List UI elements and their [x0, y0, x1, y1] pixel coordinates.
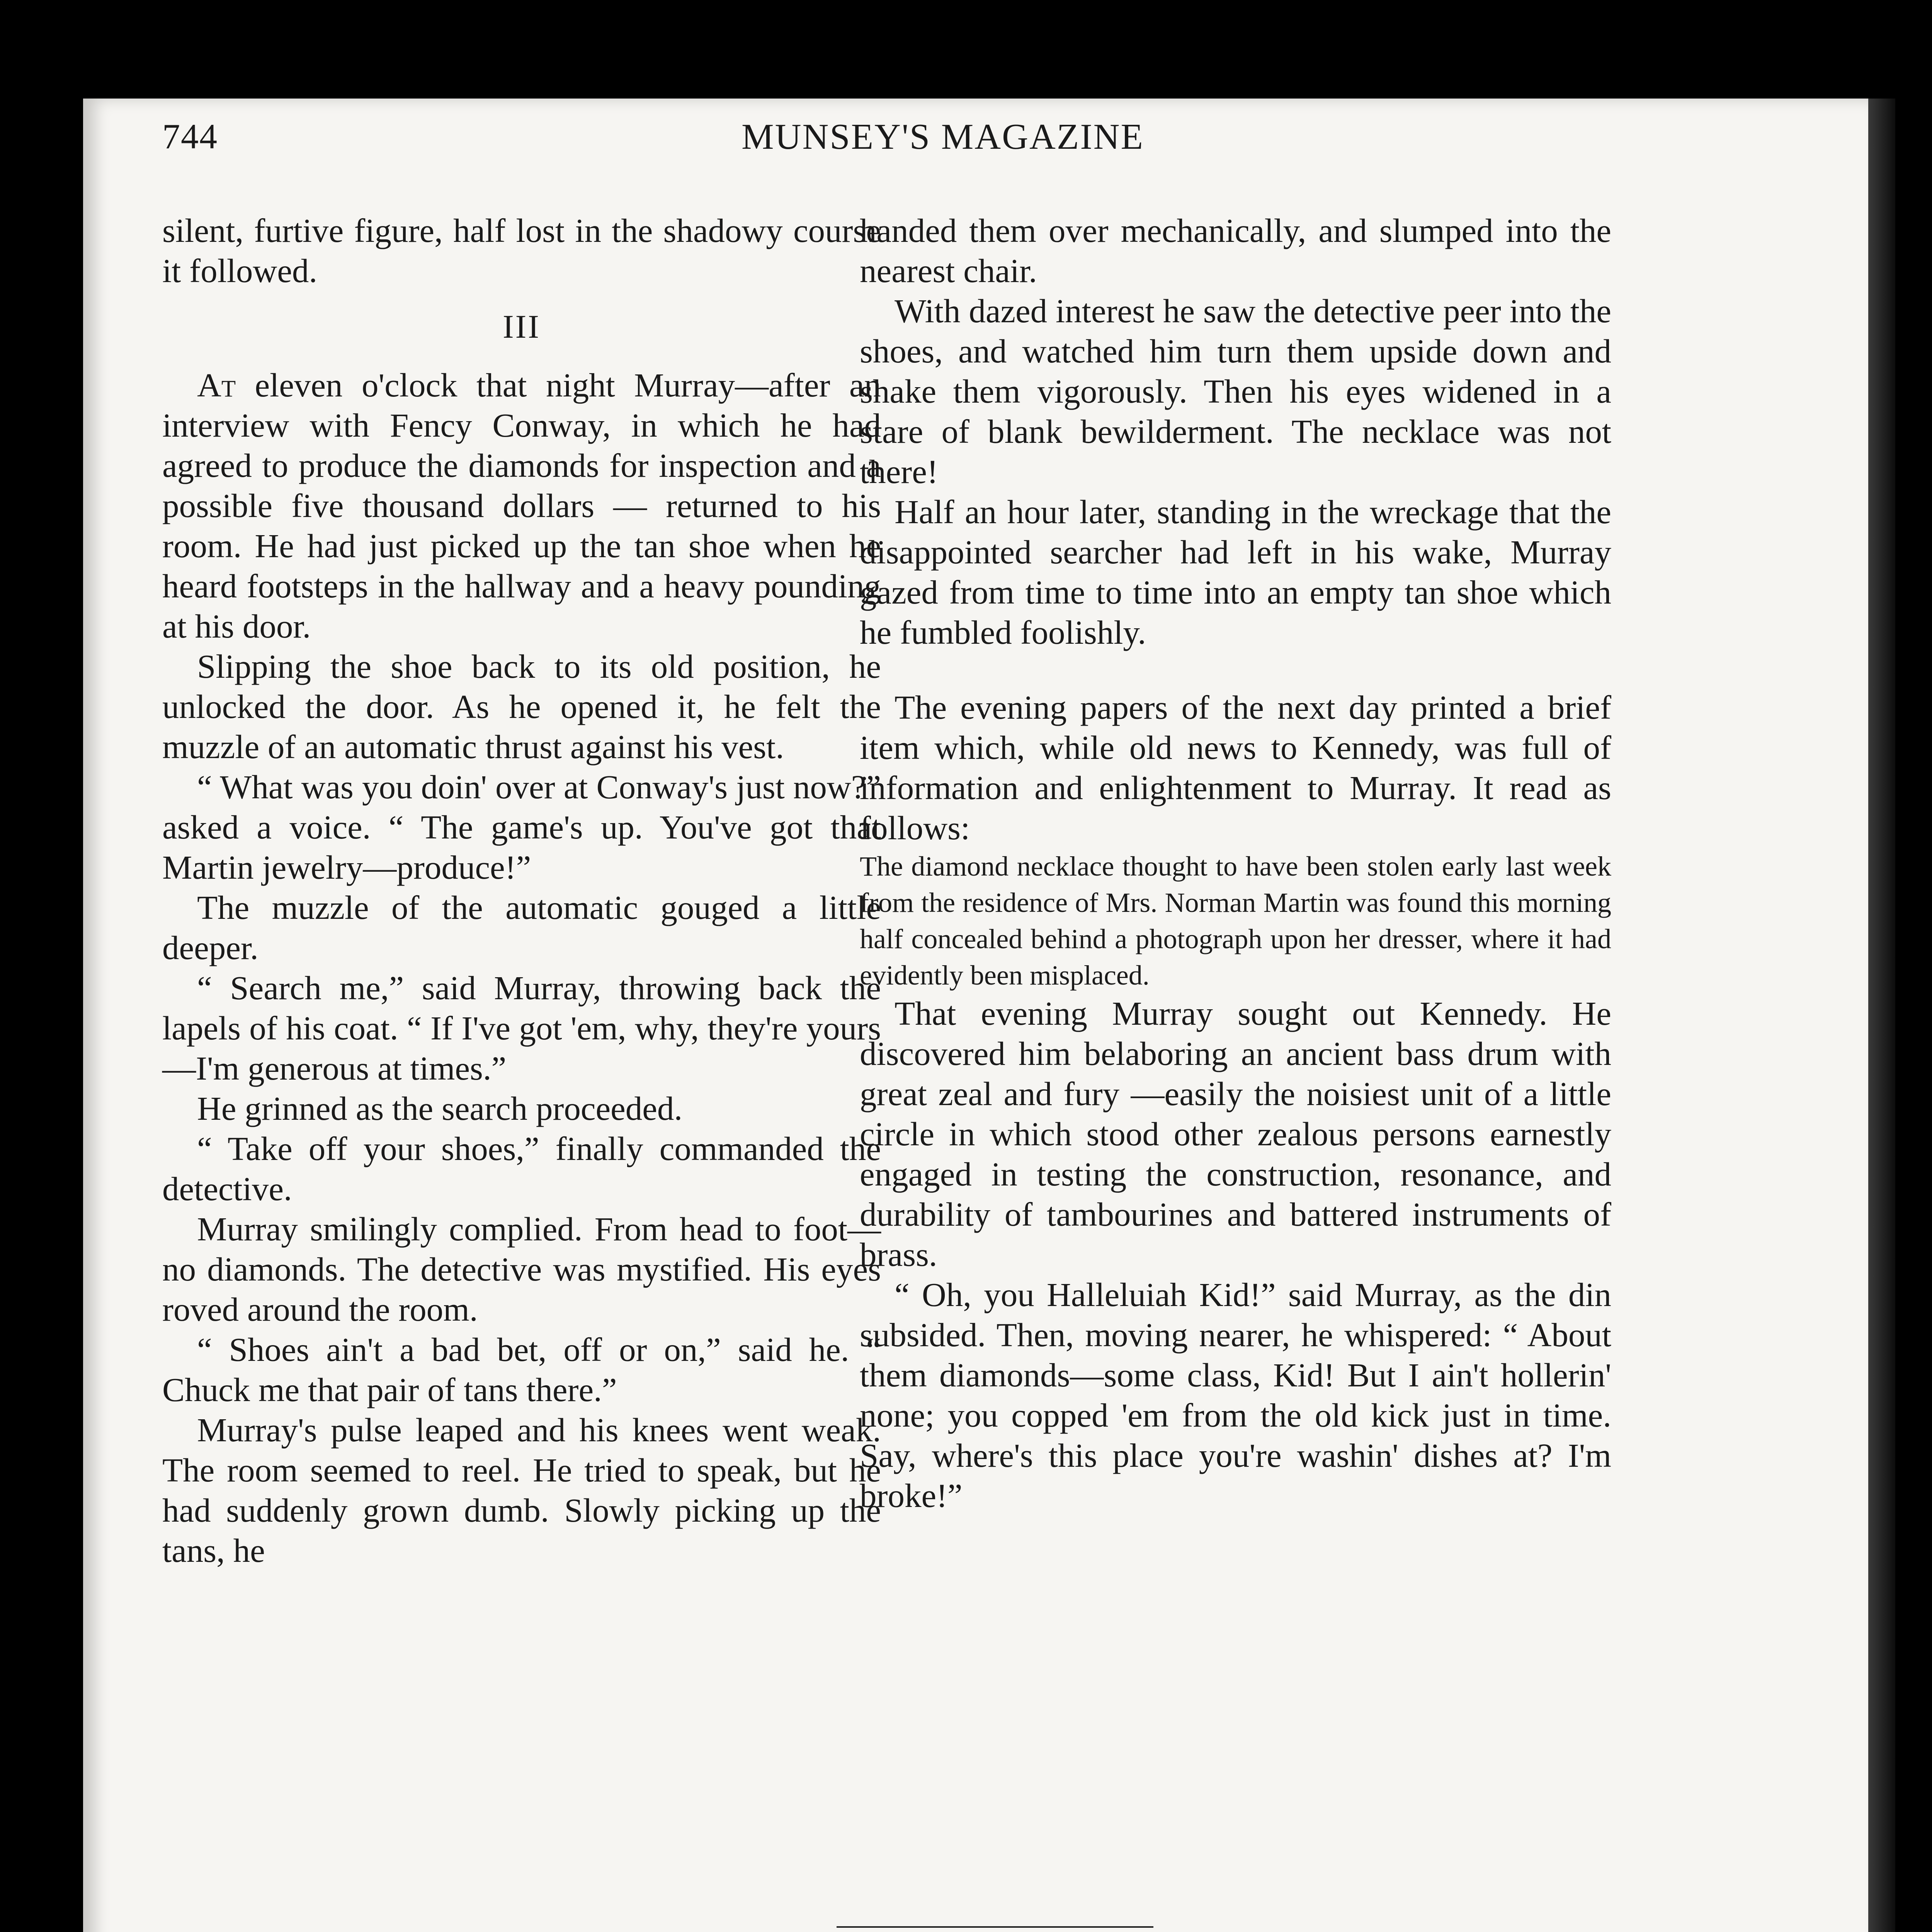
left-column: [162, 211, 881, 1571]
paragraph: Murray's pulse leaped and his knees went weak. The room seemed to reel. He tried to speak, but he had suddenly grown dumb. Slowly picking up the tans, he: [162, 1411, 881, 1569]
paragraph: “ Search me,” said Murray, throwing back the lapels of his coat. “ If I've got 'em, why, they're yours—I'm generous at times.”: [162, 969, 881, 1087]
paragraph: “ What was you doin' over at Conway's just now?” asked a voice. “ The game's up. You've got that Martin jewelry—produce!”: [162, 768, 881, 886]
drop-lead-word: At: [197, 366, 236, 404]
paragraph: Murray smilingly complied. From head to foot—no diamonds. The detective was mystified. His eyes roved around the room.: [162, 1210, 881, 1328]
paragraph: handed them over mechanically, and slumped into the nearest chair.: [860, 212, 1611, 289]
spacer: [860, 653, 1611, 687]
paragraph: Half an hour later, standing in the wreckage that the disappointed searcher had left in his wake, Murray gazed from time to time into an empty tan shoe which he fumbled foolishly.: [860, 493, 1611, 651]
paragraph: “ Shoes ain't a bad bet, off or on,” said he. “ Chuck me that pair of tans there.”: [162, 1331, 881, 1408]
paragraph: Slipping the shoe back to its old position, he unlocked the door. As he opened it, he felt the muzzle of an automatic thrust against his vest.: [162, 648, 881, 765]
right-column: [860, 211, 1611, 1516]
newspaper-quote: The diamond necklace thought to have been stolen early last week from the residence of Mrs. Norman Martin was found this morning half concealed behind a photograph upon her dresser, where it had evidently been misplaced.: [860, 851, 1611, 991]
paragraph: “ Oh, you Halleluiah Kid!” said Murray, as the din subsided. Then, moving nearer, he whispered: “ About them diamonds—some class, Kid! But I ain't hollerin' none; you copped 'em from the old kick just in time. Say, where's this place you're washin' dishes at? I'm broke!”: [860, 1276, 1611, 1514]
paragraph: silent, furtive figure, half lost in the shadowy course it followed.: [162, 212, 881, 289]
paragraph: That evening Murray sought out Kennedy. He discovered him belaboring an ancient bass drum with great zeal and fury —easily the noisiest unit of a little circle in which stood other zealous persons earnestly engaged in testing the construction, resonance, and durability of tambourines and battered instruments of brass.: [860, 995, 1611, 1273]
paragraph: At eleven o'clock that night Murray—after an interview with Fency Conway, in which he had agreed to produce the diamonds for inspection and a possible five thousand dollars — returned to his room. He had just picked up the tan shoe when he heard footsteps in the hallway and a heavy pounding at his door.: [162, 366, 881, 645]
section-heading: III: [503, 308, 541, 345]
paragraph: The evening papers of the next day printed a brief item which, while old news to Kennedy, was full of information and enlightenment to Murray. It read as follows:: [860, 689, 1611, 847]
paragraph: “ Take off your shoes,” finally commanded the detective.: [162, 1130, 881, 1208]
section-divider: [837, 1926, 1153, 1928]
running-title: MUNSEY'S MAGAZINE: [742, 117, 1144, 157]
page-header: [162, 116, 1719, 170]
page-number: 744: [162, 117, 218, 156]
paragraph: With dazed interest he saw the detective peer into the shoes, and watched him turn them upside down and shake them vigorously. Then his eyes widened in a stare of blank bewilderment. The necklace was not there!: [860, 292, 1611, 490]
paragraph: He grinned as the search proceeded.: [197, 1090, 683, 1127]
page-binding-edge: [1868, 99, 1895, 1932]
paragraph: The muzzle of the automatic gouged a little deeper.: [162, 889, 881, 966]
